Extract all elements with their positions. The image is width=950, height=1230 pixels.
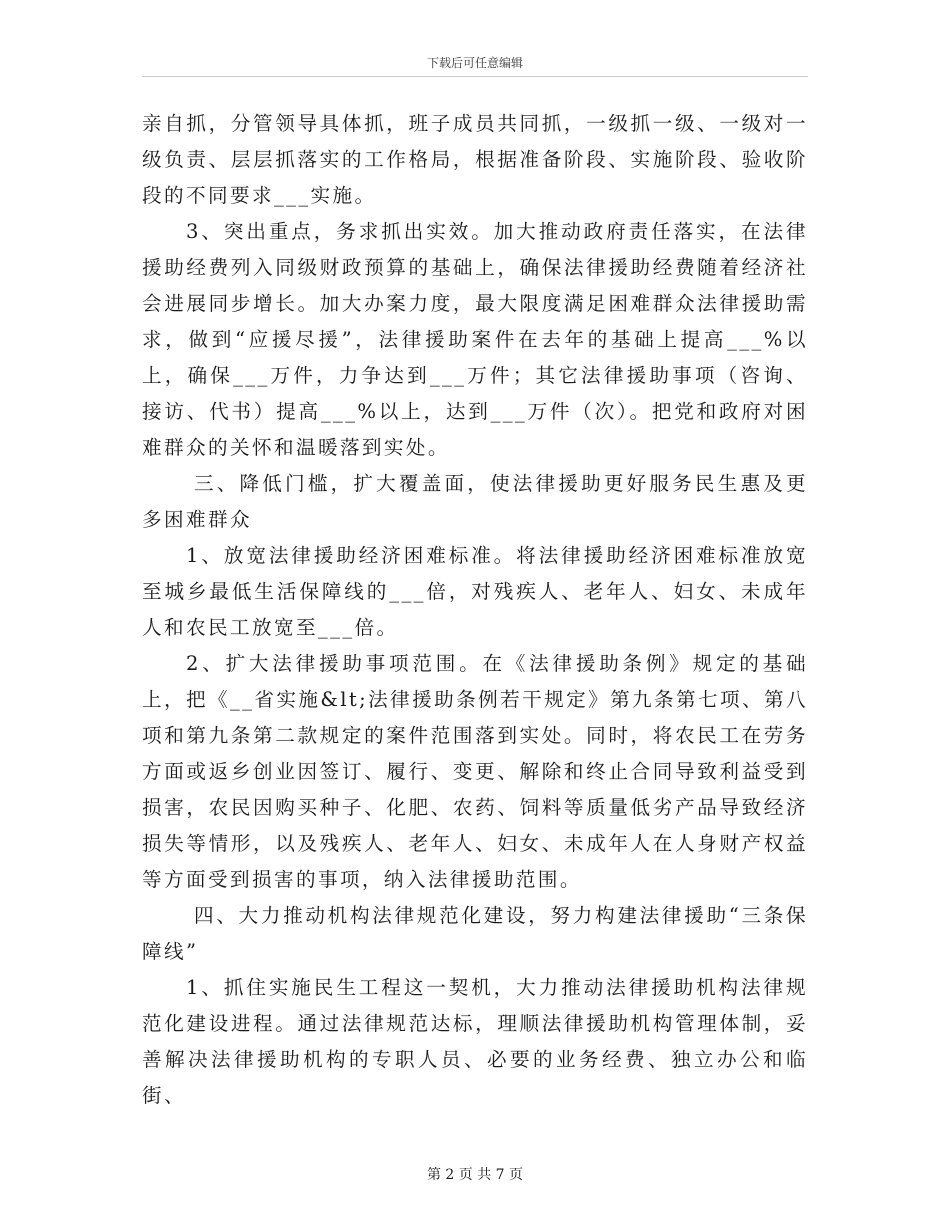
paragraph-item-1: 1、放宽法律援助经济困难标准。将法律援助经济困难标准放宽至城乡最低生活保障线的___倍，对残疾人、老年人、妇女、未成年人和农民工放宽至___倍。	[142, 544, 808, 639]
document-body	[142, 106, 808, 1114]
paragraph-continuation: 亲自抓，分管领导具体抓，班子成员共同抓，一级抓一级、一级对一级负责、层层抓落实的工作格局，根据准备阶段、实施阶段、验收阶段的不同要求___实施。	[142, 112, 808, 207]
page-header: 下载后可任意编辑	[426, 56, 523, 70]
paragraph-item-3: 3、突出重点，务求抓出实效。加大推动政府责任落实，在法律援助经费列入同级财政预算的基础上，确保法律援助经费随着经济社会进展同步增长。加大办案力度，最大限度满足困难群众法律援助需求，做到“应援尽援”，法律援助案件在去年的基础上提高___%以上，确保___万件，力争达到___万件；其它法律援助事项（咨询、接访、代书）提高___%以上，达到___万件（次）。把党和政府对困难群众的关怀和温暖落到实处。	[142, 220, 808, 459]
section-heading-4: 四、大力推动机构法律规范化建设，努力构建法律援助“三条保障线”	[142, 904, 808, 963]
page-footer: 第 2 页 共 7 页	[426, 1167, 524, 1183]
section-heading-3: 三、降低门槛，扩大覆盖面，使法律援助更好服务民生惠及更多困难群众	[142, 472, 808, 531]
paragraph-item-2: 2、扩大法律援助事项范围。在《法律援助条例》规定的基础上，把《__省实施&lt;法律援助条例若干规定》第九条第七项、第八项和第九条第二款规定的案件范围落到实处。同时，将农民工在劳务方面或返乡创业因签订、履行、变更、解除和终止合同导致利益受到损害，农民因购买种子、化肥、农药、饲料等质量低劣产品导致经济损失等情形，以及残疾人、老年人、妇女、未成年人在人身财产权益等方面受到损害的事项，纳入法律援助范围。	[142, 652, 809, 891]
paragraph-item-1-section-4: 1、抓住实施民生工程这一契机，大力推动法律援助机构法律规范化建设进程。通过法律规范达标，理顺法律援助机构管理体制，妥善解决法律援助机构的专职人员、必要的业务经费、独立办公和临街、	[142, 976, 808, 1107]
header-divider	[142, 76, 808, 77]
